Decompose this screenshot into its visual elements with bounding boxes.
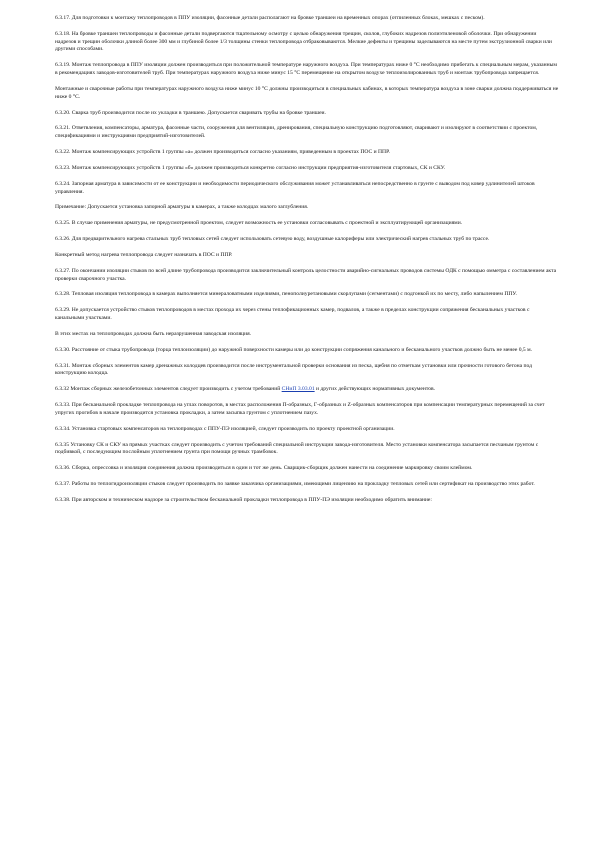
paragraph-insulation-places: В этих местах на теплопроводах должна быть неразрушенная заводская изоляция. xyxy=(55,330,252,337)
document-page xyxy=(55,15,559,513)
paragraph-6-3-25: 6.3.25. В случае применения арматуры, не предусмотренной проектом, следует возможность ее установки согласовывать с проектной и эксплуатирующей организациями. xyxy=(55,220,463,227)
paragraph-heating-method: Конкретный метод нагрева теплопровода следует назначать в ПОС и ППР. xyxy=(55,251,233,258)
paragraph-6-3-19: 6.3.19. Монтаж теплопровода в ППУ изоляции должен производиться при положительной температуре наружного воздуха. При температурах ниже 0 °С необходимо прибегать к специальным мерам, указанным в рекомендациях заводов-изготовителей труб. При температурах наружного воздуха ниже минус 15 °С перемещение на открытом воздухе теплоизолированных труб и монтаж трубопровода запрещается. xyxy=(55,62,557,77)
paragraph-6-3-18: 6.3.18. На бровке траншеи теплопроводы и фасонные детали подвергаются тщательному осмотру с целью обнаружения трещин, сколов, глубоких надрезов полиэтиленовой оболочки. При обнаружении надрезов и трещин оболочки длиной более 300 мм и глубиной более 1/3 толщины стенки теплопровода отбраковываются. Мелкие дефекты и трещины заделываются на месте путем экструзионной сварки или другими способами. xyxy=(55,30,552,53)
paragraph-6-3-32-end: и других действующих нормативных документов. xyxy=(314,386,436,393)
snip-link[interactable]: СНиП 3.03.01 xyxy=(281,386,315,393)
paragraph-6-3-23: 6.3.23. Монтаж компенсирующих устройств 1 группы «б» должен производиться конкретно согласно инструкции предприятия-изготовителя стартовых, СК и СКУ. xyxy=(55,164,446,171)
paragraph-note: Примечание: Допускается установка запорной арматуры в камерах, а также колодцах малого заглубления. xyxy=(55,204,309,211)
paragraph-6-3-33: 6.3.33. При бесканальной прокладке теплопровода на углах поворотов, в местах расположения П-образных, Г-образных и Z-образных компенсаторов при компенсации температурных перемещений за счет упругих прогибов в начале производится установка прокладки, а затем засыпка грунтом с уплотнением пазух. xyxy=(55,402,545,416)
paragraph-6-3-20: 6.3.20. Сварка труб производится после их укладки в траншею. Допускается сваривать трубы на бровке траншеи. xyxy=(55,109,326,116)
paragraph-6-3-30: 6.3.30. Расстояние от стыка трубопровода (торца теплоизоляции) до наружной поверхности камеры или до конструкции сопряжения канального и бесканального участков должно быть не менее 0,5 м. xyxy=(55,346,533,353)
paragraph-6-3-36: 6.3.36. Сборка, опрессовка и изоляция соединения должна производиться в один и тот же день. Сварщик-сборщик должен нанести на соединение маркировку своим клеймом. xyxy=(55,465,473,472)
paragraph-6-3-24: 6.3.24. Запорная арматура в зависимости от ее конструкции и необходимости периодического обслуживания может устанавливаться непосредственно в грунте с выводом под ковер удлинителей штоков управления. xyxy=(55,180,535,195)
paragraph-6-3-35: 6.3.35 Установку СК и СКУ на прямых участках следует производить с учетом требований специальной инструкции завода-изготовителя. Место установки компенсатора засыпается песчаным грунтом с подбивкой, с последующим послойным уплотнением грунта при помощи ручных трамбовок. xyxy=(55,441,539,456)
paragraph-6-3-38: 6.3.38. При авторском и техническом надзоре за строительством бесканальной прокладки теплопровода в ППУ-ПЭ изоляции необходимо обратить внимание: xyxy=(55,496,432,503)
paragraph-6-3-17: 6.3.17. Для подготовки к монтажу теплопроводов в ППУ изоляции, фасонные детали располагают на бровке траншеи на временных опорах (отпиленных блоках, мешках с песком). xyxy=(55,15,485,21)
paragraph-6-3-32-start: 6.3.32 Монтаж сборных железобетонных элементов следует производить с учетом требований xyxy=(55,386,282,393)
paragraph-6-3-29: 6.3.29. Не допускается устройство стыков теплопроводов в местах прохода их через стены теплофикационных камер, подвалов, а также в пределах конструкции сопряжения бесканальных участков с канальными участками. xyxy=(55,307,530,322)
paragraph-6-3-22: 6.3.22. Монтаж компенсирующих устройств 1 группы «а» должен производиться согласно указаниям, приведенным в проектах ПОС и ППР. xyxy=(55,149,390,156)
paragraph-6-3-37: 6.3.37. Работы по теплогидроизоляции стыков следует производить по заявке заказчика организациями, имеющими лицензию на прокладку тепловых сетей или сертификат на производство этих работ. xyxy=(55,480,535,487)
paragraph-6-3-21: 6.3.21. Ответвления, компенсаторы, арматура, фасонные части, сооружения для вентиляции, дренирования, специальную конструкцию подготовляют, сваривают и изолируют в соответствии с проектом, спецификациями и инструкциями предприятий-изготовителей. xyxy=(55,125,538,140)
paragraph-6-3-28: 6.3.28. Тепловая изоляция теплопровода в камерах выполняется минераловатными изделиями, пенополиуретановыми скорлупами (сегментами) с подгонкой их по месту, либо напылением ППУ. xyxy=(55,291,517,298)
paragraph-6-3-27: 6.3.27. По окончании изоляции стыков по всей длине трубопровода производится заключительный контроль целостности аварийно-сигнальных проводов системы ОДК с помощью омметра с составлением акта проверки сварочного участка. xyxy=(55,267,557,282)
paragraph-welding-note: Монтажные и сварочные работы при температурах наружного воздуха ниже минус 10 °С должны производиться в специальных кабинах, в которых температура воздуха в зоне сварки должна поддерживаться не ниже 0 °С. xyxy=(55,85,559,100)
paragraph-6-3-34: 6.3.34. Установка стартовых компенсаторов на теплопроводах с ППУ-ПЭ изоляцией, следует производить по проекту проектной организации. xyxy=(55,425,395,432)
paragraph-6-3-26: 6.3.26. Для предварительного нагрева стальных труб тепловых сетей следует использовать сетевую воду, воздушные калориферы или электрический нагрев стальных труб по трассе. xyxy=(55,236,490,243)
paragraph-6-3-31: 6.3.31. Монтаж сборных элементов камер дренажных колодцев производится после инструментальной проверки основания из песка, щебня по отметкам установки или прочности готового бетона под конструкцию колодца. xyxy=(55,362,532,377)
paragraph-6-3-32 xyxy=(55,386,559,394)
